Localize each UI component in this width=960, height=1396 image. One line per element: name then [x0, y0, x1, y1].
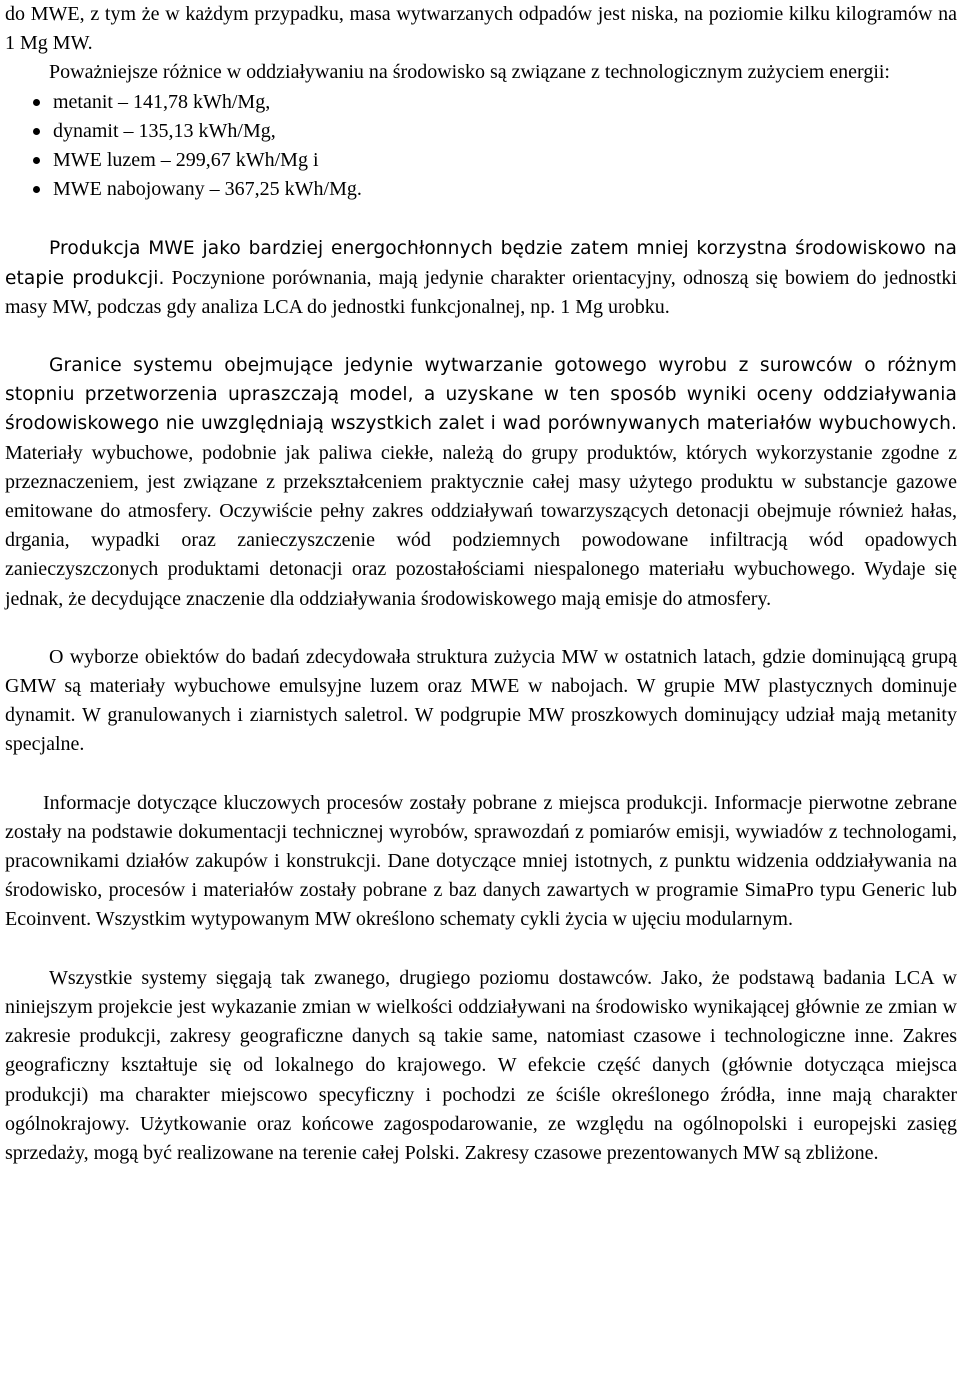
boundaries-continuation: Materiały wybuchowe, podobnie jak paliwa ciekłe, należą do grupy produktów, których wykorzystanie zgodne z przeznaczeniem, jest związane z przekształceniem praktycznie całej masy użytego produktu w substancje gazowe emitowane do atmosfery. Oczywiście pełny zakres oddziaływań towarzyszących detonacji obejmuje również hałas, drgania, wypadki oraz zanieczyszczenie wód podziemnych powodowane infiltracją wód opadowych zanieczyszczonych produktami detonacji oraz pozostałościami niespalonego materiału wybuchowego. Wydaje się jednak, że decydujące znaczenie dla oddziaływania środowiskowego mają emisje do atmosfery.	[5, 441, 957, 610]
system-boundaries-paragraph	[5, 351, 957, 614]
comparison-sentence: Poczynione porównania, mają jedynie charakter orientacyjny, odnoszą się bowiem do jednostki masy MW, podczas gdy analiza LCA do jednostki funkcjonalnej, np. 1 Mg urobku.	[5, 266, 957, 318]
production-sentence: Produkcja MWE jako bardziej energochłonnych będzie zatem mniej korzystna środowiskowo na etapie produkcji.	[5, 238, 957, 289]
energy-consumption-list	[5, 88, 957, 205]
bullet-icon	[33, 128, 40, 135]
bullet-icon	[33, 157, 40, 164]
boundaries-sentence: Granice systemu obejmujące jedynie wytwarzanie gotowego wyrobu z surowców o różnym stopniu przetworzenia upraszczają model, a uzyskane w ten sposób wyniki oceny oddziaływania środowiskowego nie uwzględniają wszystkich zalet i wad porównywanych materiałów wybuchowych.	[5, 355, 957, 435]
bullet-icon	[33, 99, 40, 106]
list-item	[33, 175, 957, 204]
document-page	[5, 0, 957, 1168]
production-paragraph	[5, 234, 957, 322]
list-item	[33, 146, 957, 175]
intro-paragraph	[5, 0, 957, 88]
object-selection-paragraph: O wyborze obiektów do badań zdecydowała struktura zużycia MW w ostatnich latach, gdzie dominującą grupą GMW są materiały wybuchowe emulsyjne luzem oraz MWE w nabojach. W grupie MW plastycznych dominuje dynamit. W granulowanych i ziarnistych saletrol. W podgrupie MW proszkowych dominujący udział mają metanity specjalne.	[5, 645, 957, 756]
list-item-text: dynamit – 135,13 kWh/Mg,	[53, 119, 276, 142]
list-item	[33, 88, 957, 117]
systems-scope-paragraph: Wszystkie systemy sięgają tak zwanego, drugiego poziomu dostawców. Jako, że podstawą badania LCA w niniejszym projekcie jest wykazanie zmian w wielkości oddziaływani na środowisko wynikającej głównie ze zmian w zakresie produkcji, zakresy geograficzne danych są takie same, natomiast czasowe i technologiczne inne. Zakres geograficzny kształtuje się od lokalnego do krajowego. W efekcie część danych (głównie dotycząca miejsca produkcji) ma charakter miejscowo specyficzny i pochodzi ze ściśle określonego źródła, inne mają charakter ogólnokrajowy. Użytkowanie oraz końcowe zagospodarowanie, ze względu na ogólnopolski i europejski zasięg sprzedaży, mogą być realizowane na terenie całej Polski. Zakresy czasowe prezentowanych MW są zbliżone.	[5, 966, 957, 1164]
list-item-text: metanit – 141,78 kWh/Mg,	[53, 90, 271, 113]
intro-continuation: do MWE, z tym że w każdym przypadku, masa wytwarzanych odpadów jest niska, na poziomie kilku kilogramów na 1 Mg MW.	[5, 3, 957, 55]
bullet-icon	[33, 186, 40, 193]
list-item-text: MWE luzem – 299,67 kWh/Mg i	[53, 149, 319, 172]
information-sources-paragraph: Informacje dotyczące kluczowych procesów zostały pobrane z miejsca produkcji. Informacje pierwotne zebrane zostały na podstawie dokumentacji technicznej wyrobów, sprawozdań z pomiarów emisji, wywiadów z technologami, pracownikami działów zakupów i konstrukcji. Dane dotyczące mniej istotnych, z punktu widzenia oddziaływania na środowisko, procesów i materiałów zostały pobrane z baz danych zawartych w programie SimaPro typu Generic lub Ecoinvent. Wszystkim wytypowanym MW określono schematy cykli życia w ujęciu modularnym.	[5, 791, 957, 931]
intro-energy-sentence: Poważniejsze różnice w oddziaływaniu na środowisko są związane z technologicznym zużyciem energii:	[49, 61, 890, 84]
list-item	[33, 117, 957, 146]
list-item-text: MWE nabojowany – 367,25 kWh/Mg.	[53, 178, 362, 201]
